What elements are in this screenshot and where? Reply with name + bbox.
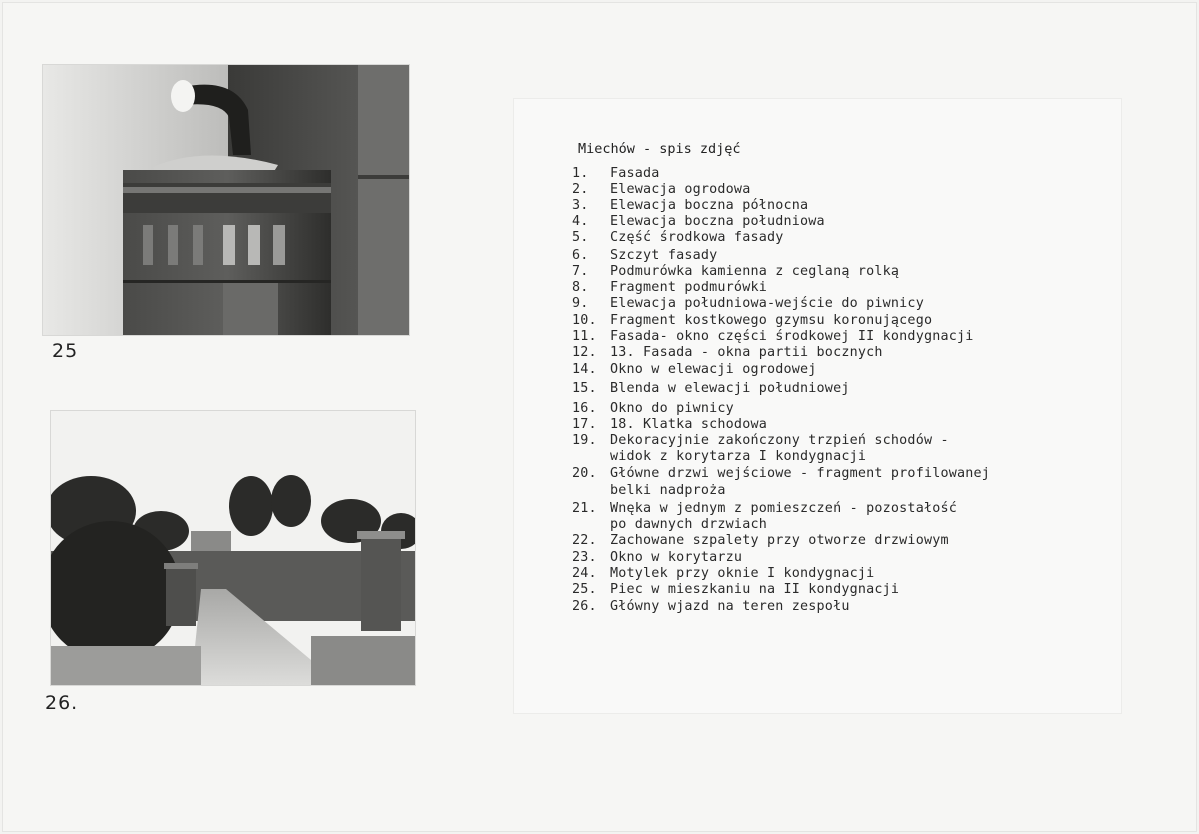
photo-26-number: 26. [45, 692, 79, 714]
list-item: 24. Motylek przy oknie I kondygnacji [572, 566, 875, 581]
photo-25-number: 25 [52, 340, 79, 362]
document-page [2, 2, 1197, 832]
list-item: 1. Fasada [572, 166, 660, 181]
list-item: widok z korytarza I kondygnacji [610, 449, 867, 464]
list-item: 12. 13. Fasada - okna partii bocznych [572, 345, 883, 360]
typed-photo-list-sheet [514, 99, 1121, 713]
list-item: 23. Okno w korytarzu [572, 550, 743, 565]
list-item: 17. 18. Klatka schodowa [572, 417, 767, 432]
list-item: po dawnych drzwiach [610, 517, 767, 532]
list-item: 14. Okno w elewacji ogrodowej [572, 362, 817, 377]
photo-tiled-stove [42, 64, 410, 336]
list-item: 16. Okno do piwnicy [572, 401, 734, 416]
list-item: 4. Elewacja boczna południowa [572, 214, 825, 229]
list-item: 6. Szczyt fasady [572, 248, 718, 263]
list-item: 26. Główny wjazd na teren zespołu [572, 599, 850, 614]
list-item: 21. Wnęka w jednym z pomieszczeń - pozostałość [572, 501, 957, 516]
list-item: 9. Elewacja południowa-wejście do piwnicy [572, 296, 924, 311]
stove-image [43, 65, 409, 335]
list-item: 11. Fasada- okno części środkowej II kondygnacji [572, 329, 974, 344]
list-item: 10. Fragment kostkowego gzymsu koronującego [572, 313, 933, 328]
list-item: 19. Dekoracyjnie zakończony trzpień schodów - [572, 433, 949, 448]
list-item: 22. Zachowane szpalety przy otworze drzwiowym [572, 533, 949, 548]
list-item: belki nadproża [610, 483, 726, 498]
list-item: 5. Część środkowa fasady [572, 230, 784, 245]
list-item: 25. Piec w mieszkaniu na II kondygnacji [572, 582, 900, 597]
list-item: 15. Blenda w elewacji południowej [572, 381, 850, 396]
list-item: 20. Główne drzwi wejściowe - fragment profilowanej [572, 466, 991, 481]
list-item: 8. Fragment podmurówki [572, 280, 767, 295]
entrance-image [51, 411, 415, 685]
list-title: Miechów - spis zdjęć [578, 141, 741, 157]
list-item: 7. Podmurówka kamienna z ceglaną rolką [572, 264, 900, 279]
list-item: 2. Elewacja ogrodowa [572, 182, 751, 197]
list-item: 3. Elewacja boczna północna [572, 198, 809, 213]
photo-main-entrance [50, 410, 416, 686]
